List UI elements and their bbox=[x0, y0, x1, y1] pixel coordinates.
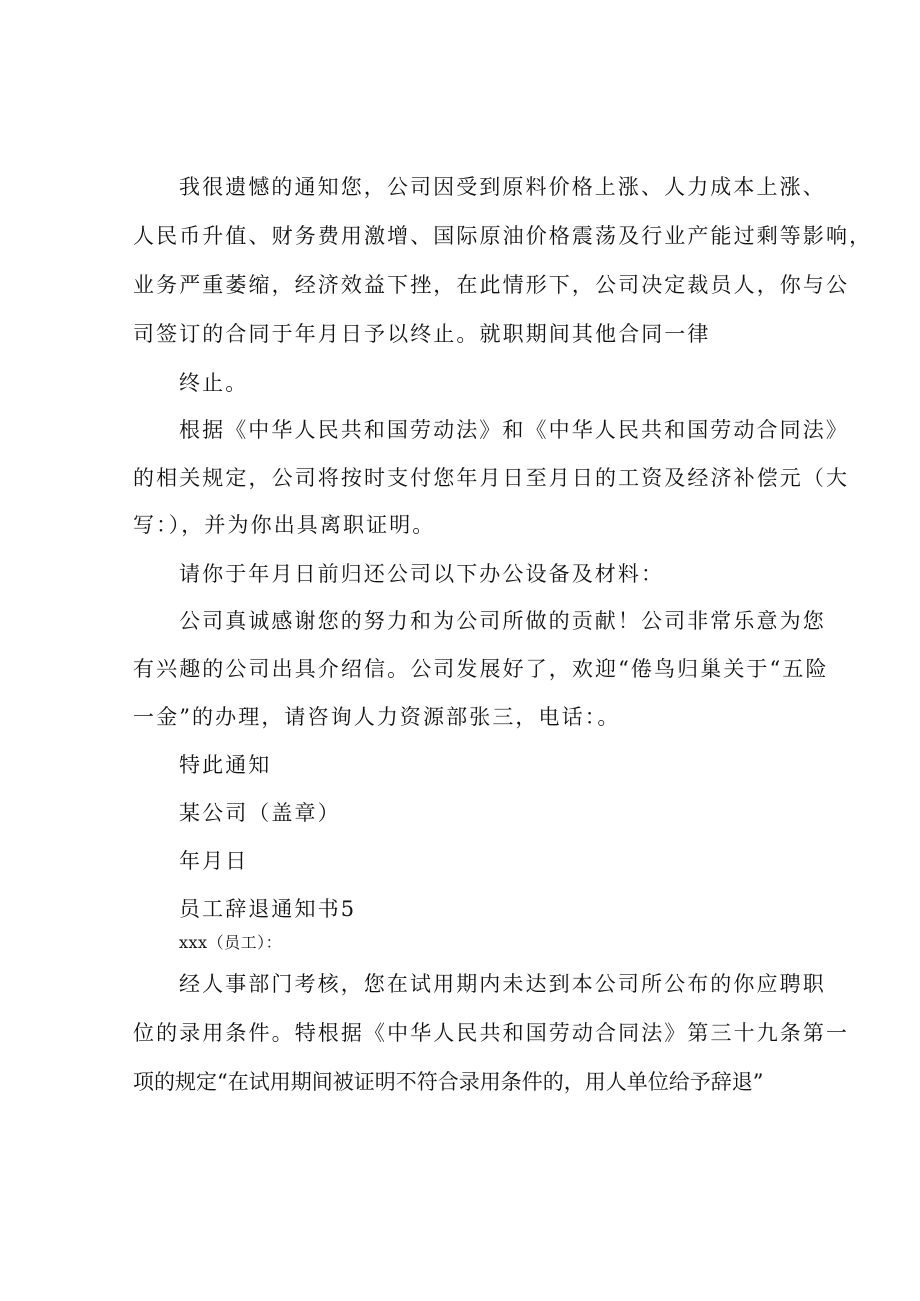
paragraph-2-line-2: 的相关规定，公司将按时支付您年月日至月日的工资及经济补偿元（大 bbox=[133, 466, 850, 490]
paragraph-1-line-5: 终止。 bbox=[179, 371, 249, 395]
paragraph-3-line-1: 请你于年月日前归还公司以下办公设备及材料： bbox=[179, 562, 665, 586]
closing-date: 年月日 bbox=[179, 849, 249, 873]
paragraph-2-line-3: 写：），并为你出具离职证明。 bbox=[133, 513, 436, 537]
closing-notice: 特此通知 bbox=[179, 753, 272, 777]
paragraph-5-line-2: 位的录用条件。特根据《中华人民共和国劳动合同法》第三十九条第一 bbox=[133, 1021, 850, 1045]
paragraph-5-line-3: 项的规定“在试用期间被证明不符合录用条件的，用人单位给予辞退” bbox=[133, 1070, 764, 1094]
addressee: xxx（员工）： bbox=[179, 933, 283, 952]
paragraph-1-line-3: 业务严重萎缩，经济效益下挫，在此情形下，公司决定裁员人，你与公 bbox=[133, 273, 850, 297]
section-title: 员工辞退通知书5 bbox=[179, 897, 357, 921]
paragraph-1-line-1: 我很遗憾的通知您，公司因受到原料价格上涨、人力成本上涨、 bbox=[179, 175, 826, 199]
paragraph-1-line-2: 人民币升值、财务费用激增、国际原油价格震荡及行业产能过剩等影响， bbox=[133, 224, 873, 248]
paragraph-4-line-3: 一金”的办理，请咨询人力资源部张三，电话：。 bbox=[133, 705, 621, 729]
paragraph-4-line-1: 公司真诚感谢您的努力和为公司所做的贡献！公司非常乐意为您 bbox=[179, 609, 826, 633]
closing-company-seal: 某公司（盖章） bbox=[179, 801, 341, 825]
paragraph-1-line-4: 司签订的合同于年月日予以终止。就职期间其他合同一律 bbox=[133, 322, 711, 346]
paragraph-2-line-1: 根据《中华人民共和国劳动法》和《中华人民共和国劳动合同法》 bbox=[179, 418, 849, 442]
paragraph-4-line-2: 有兴趣的公司出具介绍信。公司发展好了，欢迎“倦鸟归巢关于“五险 bbox=[133, 657, 829, 681]
paragraph-5-line-1: 经人事部门考核，您在试用期内未达到本公司所公布的你应聘职 bbox=[179, 972, 826, 996]
